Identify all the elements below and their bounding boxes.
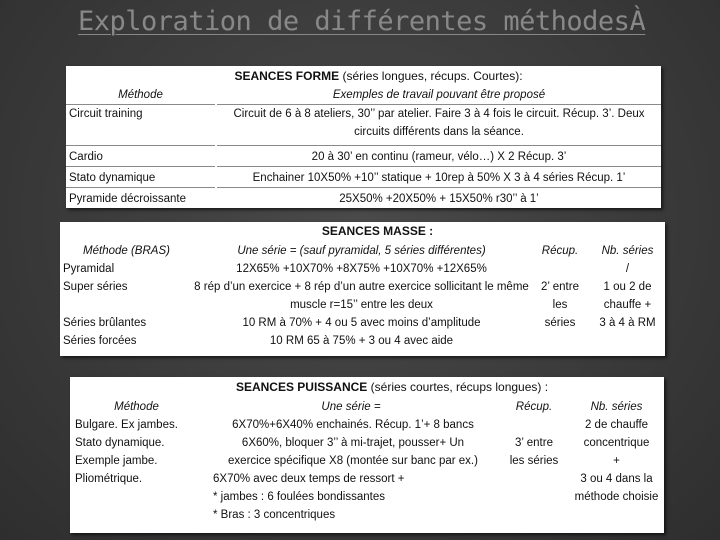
masse-recup-line: 2’ entre	[541, 281, 579, 293]
masse-method: Super séries	[63, 281, 128, 293]
puissance-methods-cell	[70, 416, 203, 524]
masse-serie: 10 RM à 70% + 4 ou 5 avec moins d’amplitude	[242, 317, 481, 329]
puissance-heading-rest: (séries courtes, récups longues) :	[367, 380, 549, 394]
puissance-recup-cell	[499, 416, 569, 524]
table-row	[66, 188, 661, 209]
puissance-col-method: Méthode	[114, 401, 159, 413]
masse-nb-line: chauffe +	[603, 299, 652, 311]
masse-nb-line: 3 à 4 à RM	[599, 317, 656, 329]
forme-example: 25X50% +20X50% + 15X50% r30’’ à 1’	[216, 188, 661, 209]
puissance-serie-line: 6X70%+6X40% enchainés. Récup. 1’+ 8 bancs	[232, 419, 474, 431]
puissance-serie-line: exercice spécifique X8 (montée sur banc par ex.)	[228, 455, 478, 467]
masse-method: Séries brûlantes	[63, 317, 147, 329]
masse-nb-line: 1 ou 2 de	[603, 281, 652, 293]
forme-method: Stato dynamique	[69, 172, 156, 184]
masse-panel	[60, 222, 665, 356]
masse-col-nb: Nb. séries	[601, 245, 654, 257]
forme-method: Pyramide décroissante	[69, 193, 186, 205]
table-row	[66, 146, 661, 167]
puissance-recup-line: 3’ entre	[515, 437, 553, 449]
puissance-series-cell	[203, 416, 499, 524]
masse-header-row	[60, 242, 665, 260]
forme-heading-rest: (séries longues, récups. Courtes):	[339, 69, 523, 83]
puissance-nb-line: concentrique	[583, 437, 650, 449]
masse-table	[60, 242, 665, 350]
puissance-nb-line: 2 de chauffe	[584, 419, 649, 431]
forme-heading	[96, 69, 661, 83]
table-row	[60, 260, 665, 278]
puissance-serie-line: 6X60%, bloquer 3’’ à mi-trajet, pousser+ Un	[241, 437, 465, 449]
forme-method: Circuit training	[69, 108, 143, 120]
masse-serie: 8 rép d’un exercice + 8 rép d’un autre exercice sollicitant le même muscle r=15’’ entre les deux	[194, 281, 529, 311]
puissance-recup-line: les séries	[509, 455, 559, 467]
puissance-col-serie: Une série =	[321, 401, 381, 413]
masse-serie: 12X65% +10X70% +8X75% +10X70% +12X65%	[236, 263, 487, 275]
puissance-nb-line: 3 ou 4 dans la	[580, 473, 653, 485]
puissance-panel	[70, 377, 664, 533]
masse-col-method: Méthode (BRAS)	[83, 245, 170, 257]
table-row	[66, 167, 661, 188]
forme-header-row	[66, 86, 661, 105]
masse-serie: 10 RM 65 à 75% + 3 ou 4 avec aide	[269, 335, 454, 347]
puissance-method: Exemple jambe.	[75, 455, 158, 467]
forme-example: 20 à 30’ en continu (rameur, vélo…) X 2 Récup. 3’	[216, 146, 661, 167]
puissance-col-recup: Récup.	[515, 401, 553, 413]
masse-recup-line: les	[552, 299, 568, 311]
masse-heading: SEANCES MASSE :	[321, 224, 434, 238]
forme-table	[66, 86, 661, 208]
puissance-serie-line: * Bras : 3 concentriques	[213, 509, 336, 521]
table-row	[66, 105, 661, 146]
masse-col-serie: Une série = (sauf pyramidal, 5 séries différentes)	[237, 245, 486, 257]
forme-panel	[66, 66, 661, 208]
puissance-method: Pliométrique.	[75, 473, 143, 485]
puissance-nb-line: méthode choisie	[574, 491, 659, 503]
puissance-heading	[120, 380, 664, 394]
forme-example: Enchainer 10X50% +10’’ statique + 10rep à 50% X 3 à 4 séries Récup. 1’	[216, 167, 661, 188]
masse-method: Pyramidal	[63, 263, 115, 275]
forme-method: Cardio	[69, 151, 103, 163]
puissance-nb-cell	[569, 416, 664, 524]
forme-heading-bold: SEANCES FORME	[234, 69, 340, 83]
puissance-nb-line: +	[613, 455, 620, 467]
table-row	[70, 416, 664, 524]
puissance-header-row	[70, 398, 664, 416]
masse-method: Séries forcées	[63, 335, 137, 347]
page-title: Exploration de différentes méthodesÀ	[78, 6, 646, 37]
puissance-serie-line: * jambes : 6 foulées bondissantes	[213, 491, 385, 503]
puissance-method: Stato dynamique.	[75, 437, 165, 449]
puissance-table	[70, 398, 664, 524]
masse-nb-cell	[590, 260, 665, 350]
masse-nb-line: /	[625, 263, 630, 275]
masse-recup-cell	[530, 260, 590, 350]
puissance-heading-bold: SEANCES PUISSANCE	[235, 380, 368, 394]
forme-col-method: Méthode	[118, 89, 163, 101]
forme-example: Circuit de 6 à 8 ateliers, 30’’ par atelier. Faire 3 à 4 fois le circuit. Récup. 3’. Deux circuits différents dans la séance.	[216, 105, 661, 146]
puissance-method: Bulgare. Ex jambes.	[75, 419, 178, 431]
forme-col-examples: Exemples de travail pouvant être proposé	[216, 86, 661, 105]
masse-col-recup: Récup.	[541, 245, 579, 257]
masse-recup-line: séries	[544, 317, 576, 329]
puissance-col-nb: Nb. séries	[590, 401, 643, 413]
puissance-serie-line: 6X70% avec deux temps de ressort +	[213, 473, 405, 485]
